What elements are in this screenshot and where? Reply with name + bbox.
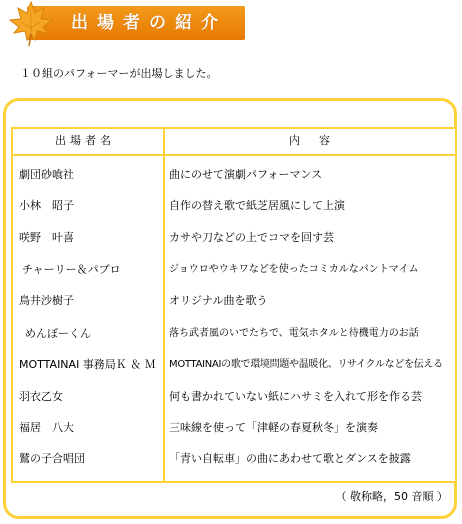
row-content: 「青い自転車」の曲にあわせて歌とダンスを披露 <box>169 452 411 465</box>
performers-table <box>11 127 457 483</box>
row-content: ジョウロやウキワなどを使ったコミカルなパントマイム <box>169 264 419 275</box>
row-name: チャーリー＆パブロ <box>22 263 121 276</box>
row-content: カサや刀などの上でコマを回す芸 <box>169 231 334 244</box>
row-content: 曲にのせて演劇パフォーマンス <box>169 168 323 181</box>
intro-text: １０組のパフォーマーが出場しました。 <box>20 67 218 80</box>
row-content: 何も書かれていない紙にハサミを入れて形を作る芸 <box>169 390 422 403</box>
row-name: MOTTAINAI 事務局Ｋ ＆ Ｍ <box>19 358 156 371</box>
row-name: めんぼーくん <box>25 327 91 340</box>
header-band <box>27 6 245 40</box>
header-divider <box>13 154 455 156</box>
row-name: 鳥井沙樹子 <box>19 294 74 307</box>
column-divider <box>163 129 165 481</box>
row-name: 羽衣乙女 <box>19 390 63 403</box>
footnote: （ 敬称略，50 音順 ） <box>335 490 448 503</box>
maple-leaf-icon <box>8 0 54 46</box>
row-name: 鷲の子合唱団 <box>19 452 85 465</box>
row-name: 福居 八大 <box>19 421 74 434</box>
page-title: 出場者の紹介 <box>71 13 227 33</box>
row-content: 三味線を使って「津軽の春夏秋冬」を演奏 <box>169 421 378 434</box>
row-content: 落ち武者風のいでたちで、電気ホタルと待機電力のお話 <box>169 328 419 339</box>
row-name: 咲野 叶喜 <box>19 231 74 244</box>
row-content: オリジナル曲を歌う <box>169 294 268 307</box>
column-header-content: 内 容 <box>289 134 334 147</box>
row-name: 小林 昭子 <box>19 199 74 212</box>
row-name: 劇団砂喰社 <box>19 168 74 181</box>
row-content: MOTTAINAIの歌で環境問題や温暖化、リサイクルなどを伝える <box>169 359 443 370</box>
column-header-name: 出場者名 <box>55 134 115 147</box>
row-content: 自作の替え歌で紙芝居風にして上演 <box>169 199 345 212</box>
